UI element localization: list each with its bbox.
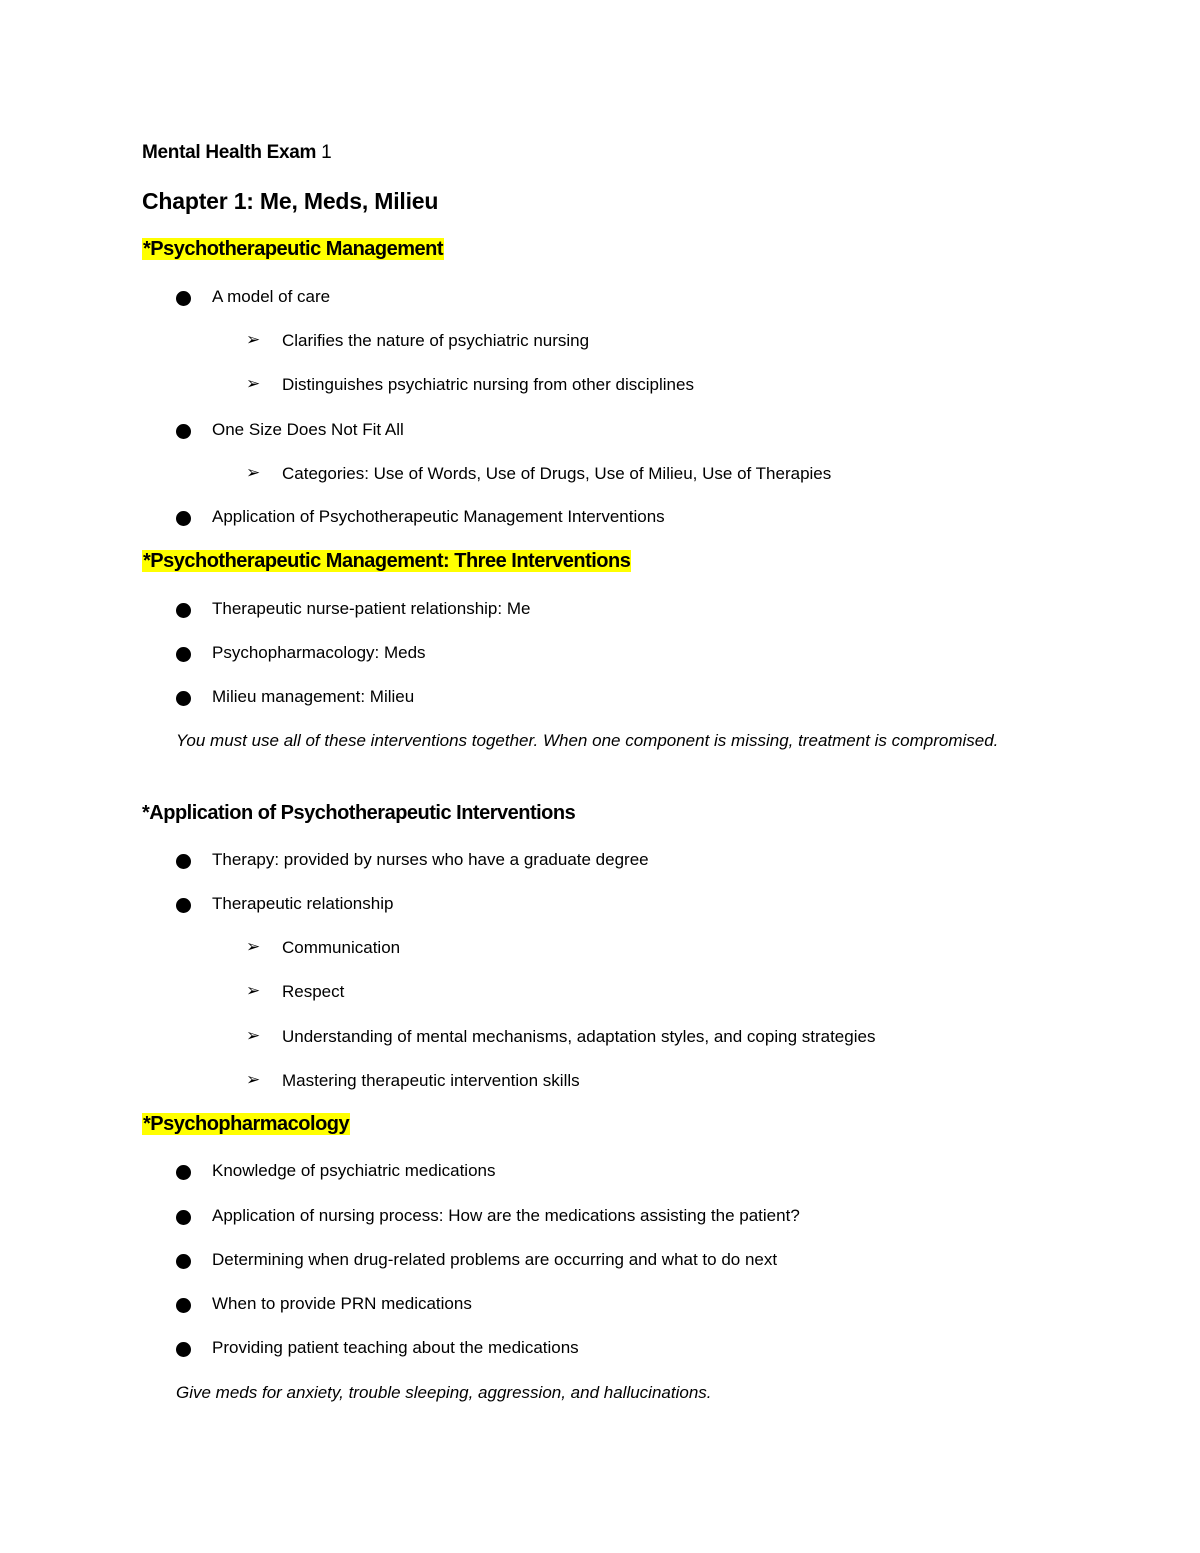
highlighted-heading-text: *Psychopharmacology [143,1113,350,1135]
italic-note: You must use all of these interventions together. When one component is missing, treatment is compromised. [176,731,999,750]
highlighted-heading-text: *Psychotherapeutic Management [143,238,444,260]
arrow-bullet-icon: ➢ [246,1026,261,1046]
bullet-icon [176,1210,191,1225]
chapter-heading: Chapter 1: Me, Meds, Milieu [142,188,439,214]
arrow-bullet-icon: ➢ [246,937,261,957]
highlighted-heading-text: *Psychotherapeutic Management: Three Interventions [143,550,631,572]
bullet-icon [176,424,191,439]
bullet-icon [176,1165,191,1180]
bullet-icon [176,291,191,306]
bullet-icon [176,1254,191,1269]
document-title-number: 1 [321,142,332,163]
bullet-icon [176,647,191,662]
document-title [142,142,331,164]
bullet-icon [176,898,191,913]
bullet-icon [176,511,191,526]
bullet-icon [176,854,191,869]
section-heading [142,550,631,573]
bullet-icon [176,603,191,618]
italic-note: Give meds for anxiety, trouble sleeping, aggression, and hallucinations. [176,1383,712,1402]
bullet-icon [176,1298,191,1313]
arrow-bullet-icon: ➢ [246,330,261,350]
arrow-bullet-icon: ➢ [246,1070,261,1090]
bullet-icon [176,691,191,706]
bullet-icon [176,1342,191,1357]
section-heading [142,1113,350,1136]
section-heading [142,238,444,261]
arrow-bullet-icon: ➢ [246,981,261,1001]
document-title-text: Mental Health Exam [142,142,317,163]
arrow-bullet-icon: ➢ [246,463,261,483]
section-heading: *Application of Psychotherapeutic Interventions [142,802,576,824]
document-page: Mental Health Exam 1 Chapter 1: Me, Meds, Milieu *Psychotherapeutic Management A model of care ➢ Clarifies the nature of psychiatric nursing ➢ Distinguishes psychiatric nursing from other disciplines One Size Does Not Fit All ➢ Categories: Use of Words, Use of Drugs, Use of Milieu, Use of Therapies Application of Psychotherapeutic Management Interventions *Psychotherapeutic Management: Three Interventions Therapeutic nurse-patient relationship: Me Psychopharmacology: Meds Milieu management: Milieu You must use all of these interventions together. When one component is missing, treatment is compromised. *Application of Psychotherapeutic Interventions Therapy: provided by nurses who have a graduate degree Therapeutic relationship ➢ Communication ➢ Respect ➢ Understanding of mental mechanisms, adaptation styles, and coping strategies ➢ Mastering therapeutic intervention skills *Psychopharmacology Knowledge of psychiatric medications Application of nursing process: How are the medications assisting the patient? Determining when drug-related problems are occurring and what to do next When to provide PRN medications Providing patient teaching about the medications Give meds for anxiety, trouble sleeping, aggression, and hallucinations. [0,0,1200,1553]
arrow-bullet-icon: ➢ [246,374,261,394]
